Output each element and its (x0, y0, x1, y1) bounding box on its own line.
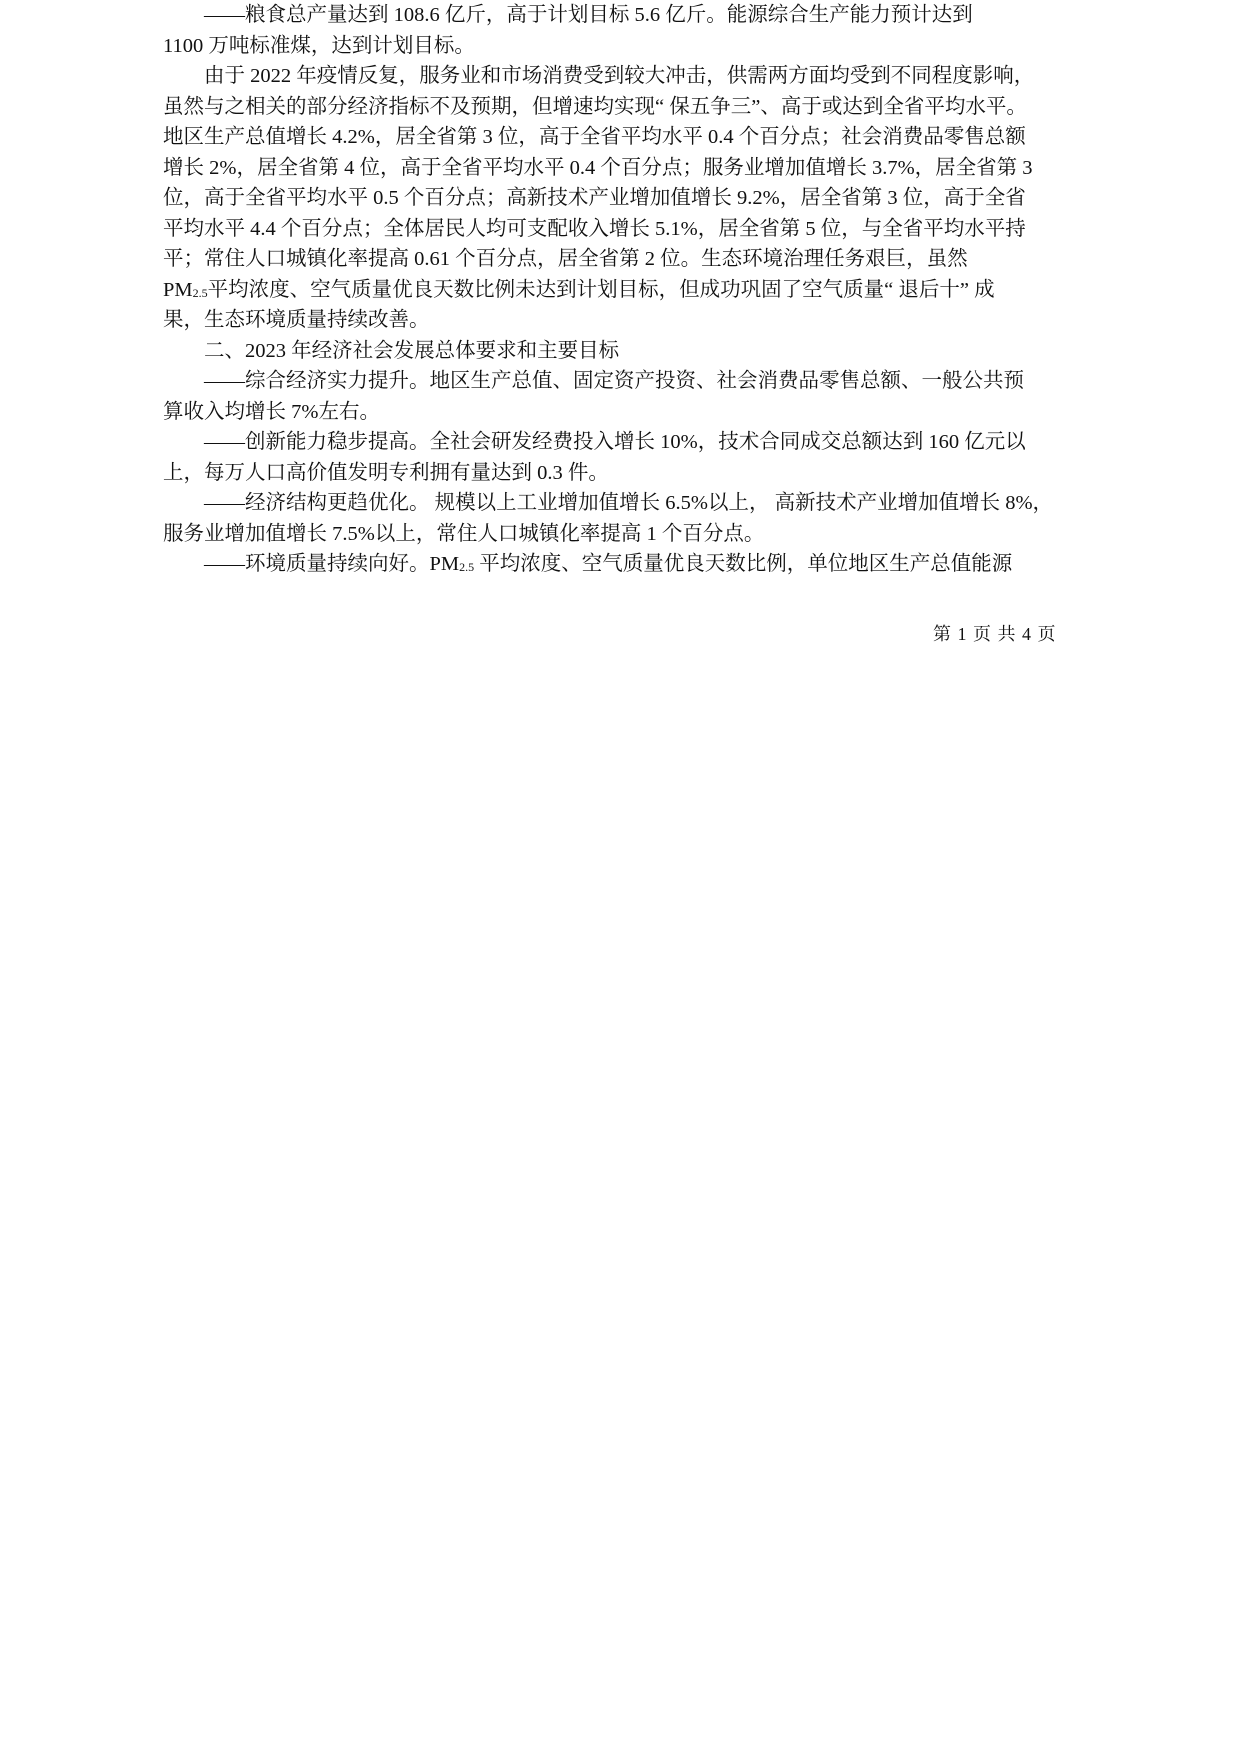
text-line: 由于 2022 年疫情反复，服务业和市场消费受到较大冲击，供需两方面均受到不同程度影响， (204, 65, 1035, 87)
pm-label: PM (163, 278, 193, 301)
text-line: 果，生态环境质量持续改善。 (163, 309, 430, 331)
page-number: 第 1 页 共 4 页 (933, 624, 1057, 644)
text-line: ——经济结构更趋优化。 规模以上工业增加值增长 6.5%以上， 高新技术产业增加值增长 8%， (204, 492, 1054, 514)
text-line: 位，高于全省平均水平 0.5 个百分点；高新技术产业增加值增长 9.2%，居全省第 3 位，高于全省 (163, 187, 1026, 209)
section-heading: 二、2023 年经济社会发展总体要求和主要目标 (204, 339, 620, 362)
text-line: 算收入均增长 7%左右。 (163, 400, 380, 423)
text-span: 平均浓度、空气质量优良天数比例未达到计划目标，但成功巩固了空气质量“ 退后十” 成 (207, 278, 995, 301)
text-line (163, 275, 1088, 306)
text-span: ——环境质量持续向好。PM (204, 553, 460, 575)
text-line: 服务业增加值增长 7.5%以上，常住人口城镇化率提高 1 个百分点。 (163, 522, 765, 545)
text-line: ——粮食总产量达到 108.6 亿斤，高于计划目标 5.6 亿斤。能源综合生产能力预计达到 (204, 4, 973, 26)
text-line: 平；常住人口城镇化率提高 0.61 个百分点，居全省第 2 位。生态环境治理任务艰巨，虽然 (163, 248, 968, 270)
pm-subscript: 2.5 (459, 560, 475, 574)
text-line: 1100 万吨标准煤，达到计划目标。 (163, 34, 475, 57)
text-line: 平均水平 4.4 个百分点；全体居民人均可支配收入增长 5.1%，居全省第 5 位，与全省平均水平持 (163, 217, 1026, 240)
text-line: 增长 2%，居全省第 4 位，高于全省平均水平 0.4 个百分点；服务业增加值增长 3.7%，居全省第 3 (163, 156, 1033, 179)
text-line: 上，每万人口高价值发明专利拥有量达到 0.3 件。 (163, 461, 609, 484)
document-body (163, 0, 1088, 580)
text-line (163, 549, 1088, 580)
text-span: 平均浓度、空气质量优良天数比例，单位地区生产总值能源 (474, 553, 1013, 575)
pm-subscript: 2.5 (192, 285, 208, 300)
text-line: ——创新能力稳步提高。全社会研发经费投入增长 10%，技术合同成交总额达到 160 亿元以 (204, 431, 1026, 453)
text-line: ——综合经济实力提升。地区生产总值、固定资产投资、社会消费品零售总额、一般公共预 (204, 370, 1024, 392)
text-line: 虽然与之相关的部分经济指标不及预期，但增速均实现“ 保五争三”、高于或达到全省平均水平。 (163, 95, 1027, 118)
text-line: 地区生产总值增长 4.2%，居全省第 3 位，高于全省平均水平 0.4 个百分点；社会消费品零售总额 (163, 126, 1026, 148)
